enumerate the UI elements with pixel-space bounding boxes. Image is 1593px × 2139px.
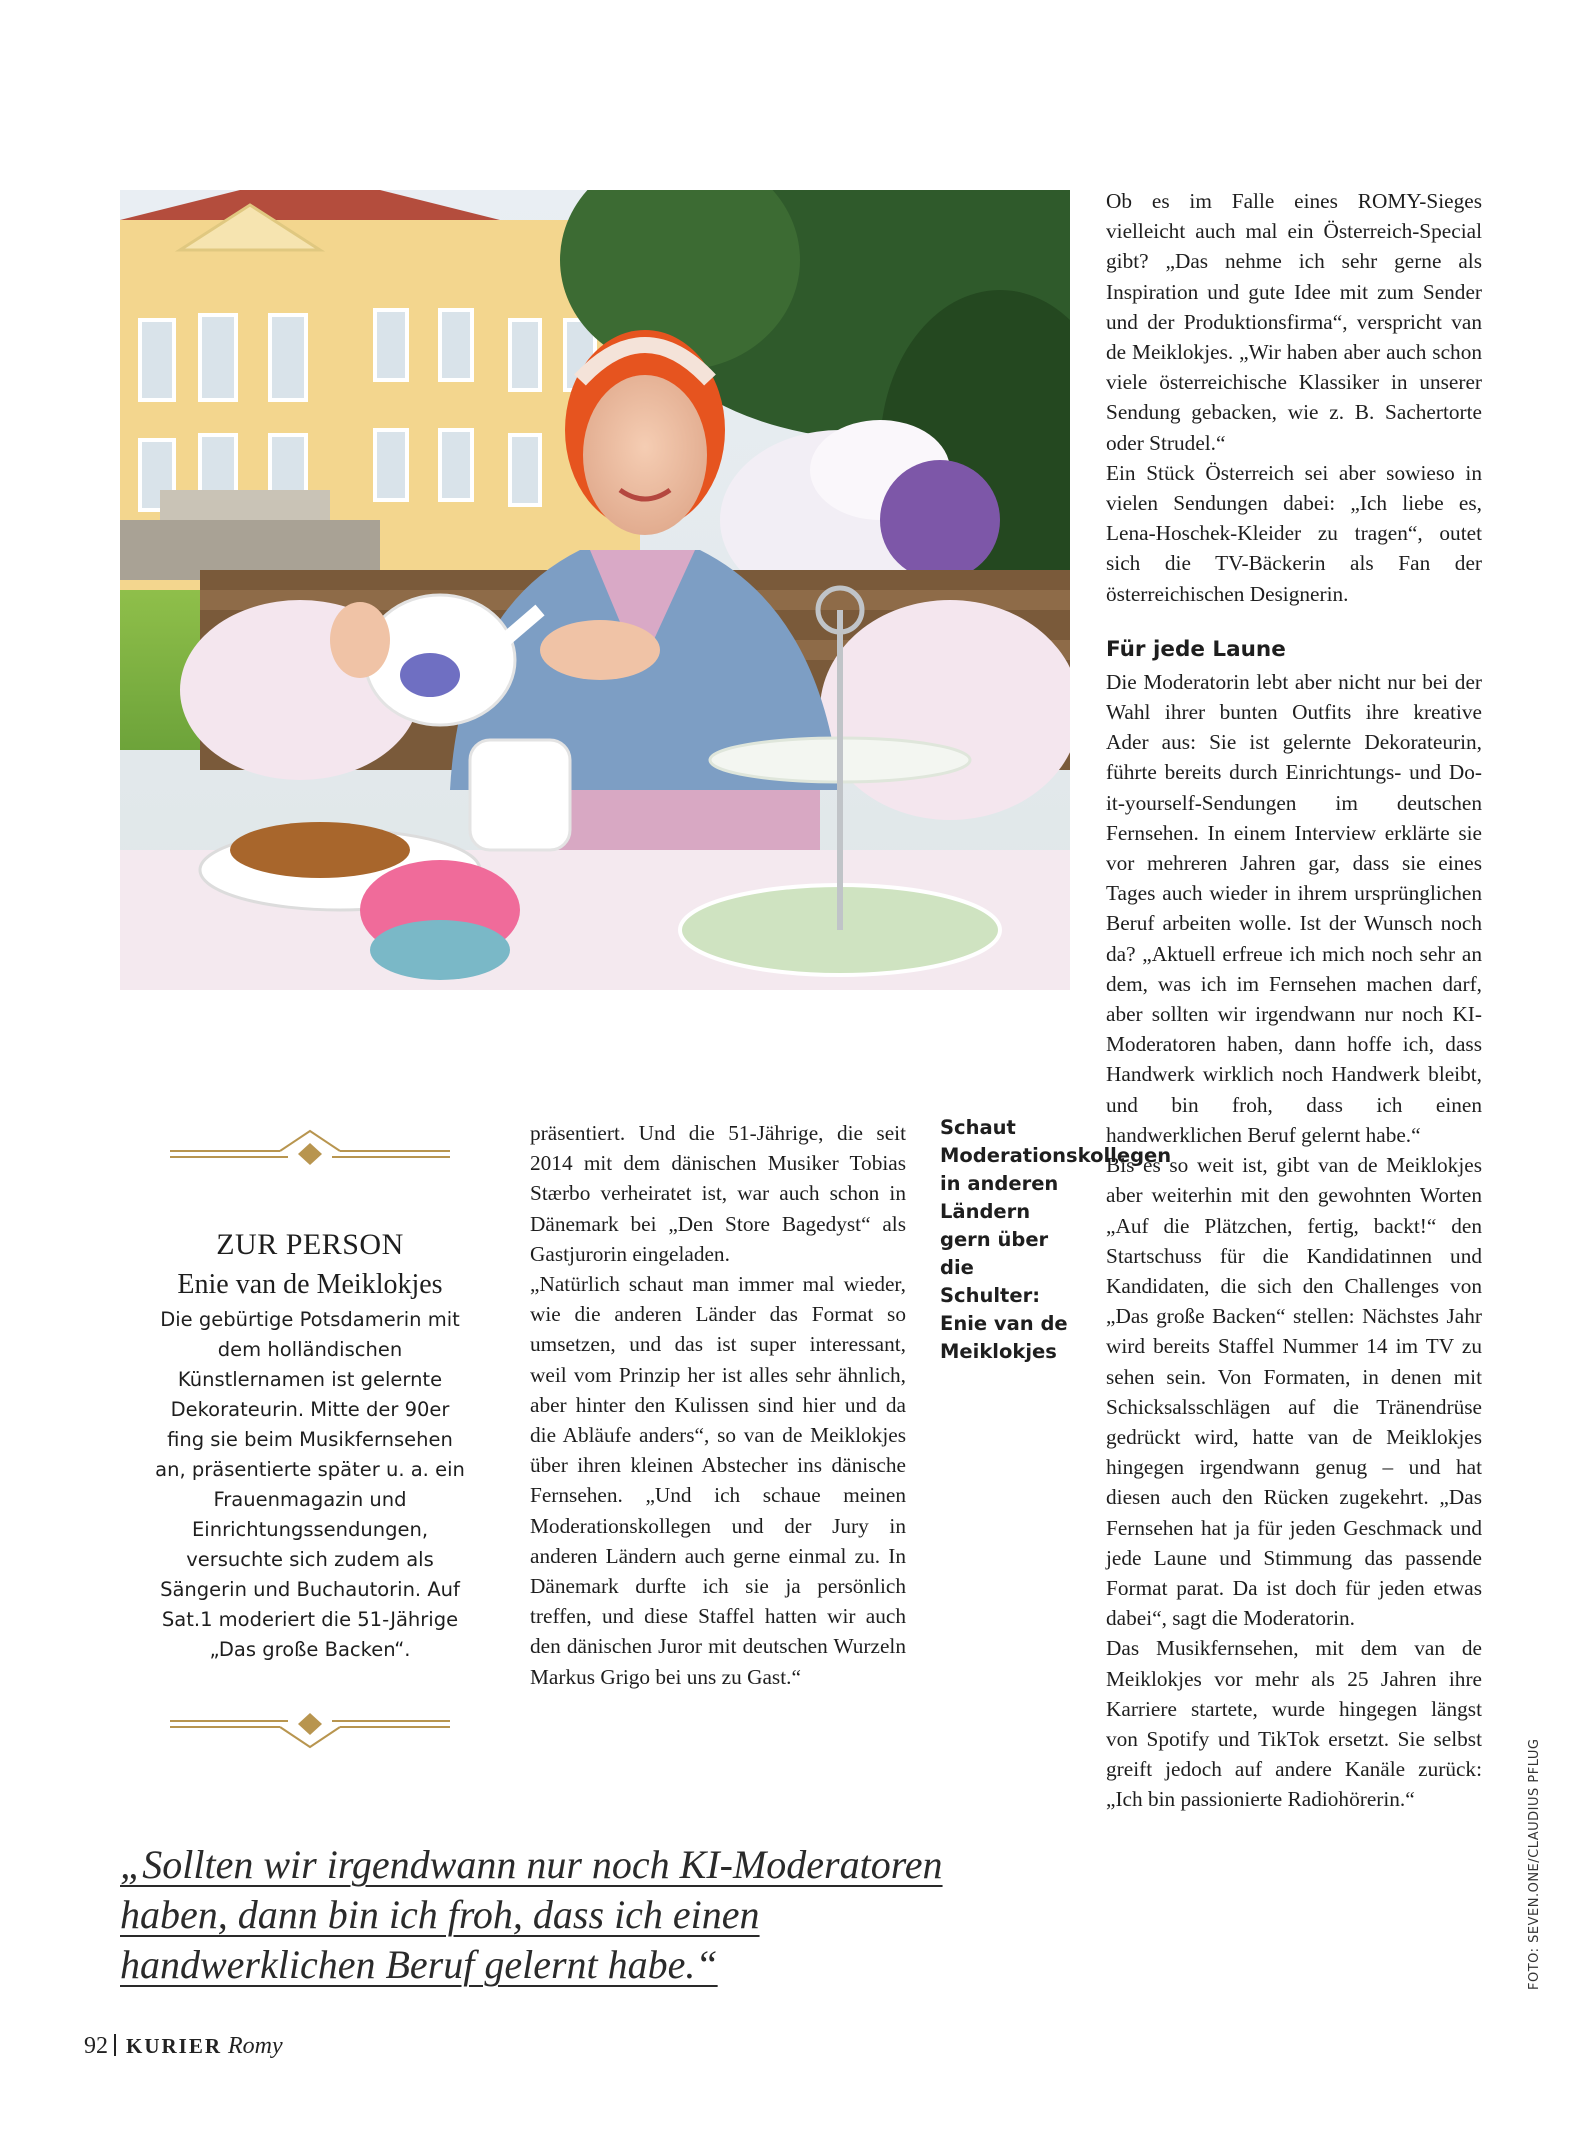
article-paragraph: Die Moderatorin lebt aber nicht nur bei der Wahl ihrer bunten Outfits ihre kreative Ader aus: Sie ist gelernte Dekorateurin, führte bereits durch Einrichtungs- und Do-it-yourself-Sendungen im deutschen Fernsehen. In einem Interview erklärte sie vor mehreren Jahren gar, dass sie eines Tages auch wieder in ihrem ursprünglichen Beruf arbeiten wolle. Ist der Wunsch noch da? „Aktuell erfreue ich mich noch sehr an dem, was ich im Fernsehen machen darf, aber sollten wir irgendwann nur noch KI-Moderatoren haben, dann hoffe ich, dass Handwerk wirklich noch Handwerk bleibt, und bin froh, dass ich einen handwerklichen Beruf gelernt habe.“: [1106, 669, 1482, 1147]
infobox-name: Enie van de Meiklokjes: [177, 1269, 443, 1300]
info-box: [150, 1125, 470, 1753]
page-footer: [84, 2030, 283, 2062]
right-column: [1106, 186, 1482, 1815]
ornament-divider-icon: [170, 1125, 450, 1173]
brand-name: KURIER: [126, 2034, 223, 2058]
photo-caption: Schaut Moderationskollegen in anderen Ländern gern über die Schulter: Enie van de Meiklokjes: [940, 1116, 1172, 1363]
article-paragraph: Das Musikfernsehen, mit dem van de Meiklokjes vor mehr als 25 Jahren ihre Karriere startete, wurde hingegen längst von Spotify und TikTok ersetzt. Sie selbst greift jedoch auf andere Kanäle zurück: „Ich bin passionierte Radiohörerin.“: [1106, 1636, 1482, 1812]
infobox-body: Die gebürtige Potsdamerin mit dem holländischen Künstlernamen ist gelernte Dekorateurin. Mitte der 90er fing sie beim Musikfernsehen an, präsentierte später u. a. ein Frauenmagazin und Einrichtungssendungen, versuchte sich zudem als Sängerin und Buchautorin. Auf Sat.1 moderiert die 51-Jährige „Das große Backen“.: [155, 1308, 465, 1661]
pull-quote: „Sollten wir irgendwann nur noch KI-Moderatoren haben, dann bin ich froh, dass ich einen handwerklichen Beruf gelernt habe.“: [120, 1842, 943, 1987]
footer-divider: [114, 2034, 116, 2056]
photo-illustration: [120, 190, 1070, 990]
article-paragraph: Ein Stück Österreich sei aber sowieso in vielen Sendungen dabei: „Ich liebe es, Lena-Hoschek-Kleider zu tragen“, outet sich die TV-Bäckerin als Fan der österreichischen Designerin.: [1106, 460, 1482, 606]
infobox-heading: ZUR PERSON: [216, 1228, 404, 1261]
article-paragraph: Ob es im Falle eines ROMY-Sieges vielleicht auch mal ein Österreich-Special gibt? „Das nehme ich sehr gerne als Inspiration und gute Idee mit zum Sender und der Produktionsfirma“, verspricht van de Meiklokjes. „Wir haben aber auch schon viele österreichische Klassiker in unserer Sendung gebacken, wie z. B. Sachertorte oder Strudel.“: [1106, 189, 1482, 455]
photo-credit: FOTO: SEVEN.ONE/CLAUDIUS PFLUG: [1527, 1738, 1542, 1990]
article-paragraph: präsentiert. Und die 51-Jährige, die seit 2014 mit dem dänischen Musiker Tobias Stærbo verheiratet ist, war auch schon in Dänemark bei „Den Store Bagedyst“ als Gastjurorin eingeladen.: [530, 1121, 906, 1266]
magazine-name: Romy: [228, 2033, 283, 2059]
section-subheading: Für jede Laune: [1106, 636, 1286, 662]
middle-column: [530, 1118, 906, 1692]
hero-photo: [120, 190, 1070, 990]
ornament-divider-icon: [170, 1705, 450, 1753]
article-paragraph: „Natürlich schaut man immer mal wieder, wie die anderen Länder das Format so umsetzen, und das ist super interessant, weil vom Prinzip her ist alles sehr ähnlich, aber hinter den Kulissen sind hier und da die Abläufe anders“, so van de Meiklokjes über ihren kleinen Abstecher ins dänische Fernsehen. „Und ich schaue meinen Moderationskollegen und der Jury in anderen Ländern auch gerne einmal zu. In Dänemark durfte ich sie ja persönlich treffen, und diese Staffel hatten wir auch den dänischen Juror mit deutschen Wurzeln Markus Grigo bei uns zu Gast.“: [530, 1272, 906, 1689]
page-number: 92: [84, 2033, 108, 2059]
article-paragraph: Bis es so weit ist, gibt van de Meiklokjes aber weiterhin mit den gewohnten Worten „Auf die Plätzchen, fertig, backt!“ den Startschuss für die Kandidatinnen und Kandidaten, die sich den Challenges von „Das große Backen“ stellen: Nächstes Jahr wird bereits Staffel Nummer 14 im TV zu sehen sein. Von Formaten, in denen mit Schicksalsschlägen auf die Tränendrüse gedrückt wird, hatte van de Meiklokjes hingegen irgendwann genug – und hat diesen auch den Rücken zugekehrt. „Das Fernsehen hat ja für jeden Geschmack und jede Laune und Stimmung das passende Format parat. Da ist doch für jeden etwas dabei“, sagt die Moderatorin.: [1106, 1153, 1482, 1631]
